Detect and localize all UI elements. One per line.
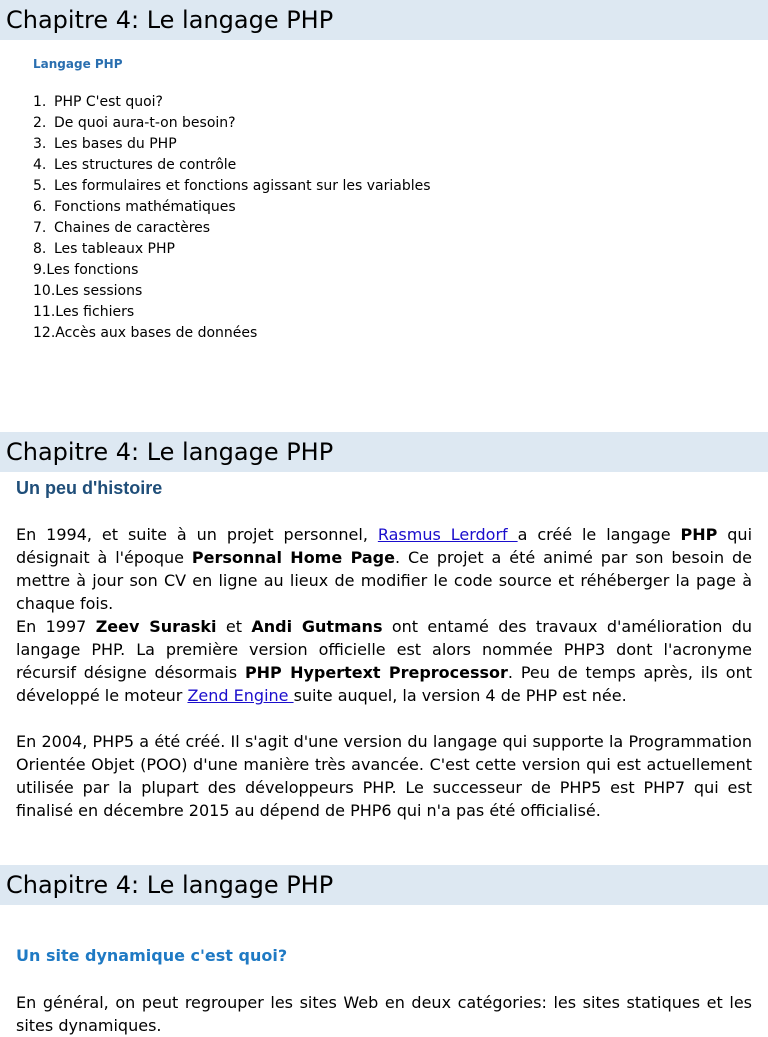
table-of-contents — [33, 92, 431, 344]
list-item: 7. Chaines de caractères — [33, 220, 211, 236]
slide-1-title: Chapitre 4: Le langage PHP — [0, 0, 768, 40]
section-heading-dynamic-site: Un site dynamique c'est quoi? — [16, 946, 288, 965]
list-item: 10.Les sessions — [33, 283, 143, 299]
list-item: 6. Fonctions mathématiques — [33, 199, 236, 215]
list-item: 3. Les bases du PHP — [33, 136, 177, 152]
list-item: 5. Les formulaires et fonctions agissant sur les variables — [33, 178, 431, 194]
history-paragraph-1: En 1994, et suite à un projet personnel, Rasmus Lerdorf a créé le langage PHP qui désignait à l'époque Personnal Home Page. Ce projet a été animé par son besoin de mettre à jour son CV en ligne au lieux de modifier le code source et réhéberger la page à chaque fois. — [16, 525, 753, 613]
history-paragraph-2: En 1997 Zeev Suraski et Andi Gutmans ont entamé des travaux d'amélioration du langage PHP. La première version officielle est alors nommée PHP3 dont l'acronyme récursif désigne désormais PHP Hypertext Preprocessor. Peu de temps après, ils ont développé le moteur Zend Engine suite auquel, la version 4 de PHP est née. — [16, 617, 752, 705]
slide-3-title: Chapitre 4: Le langage PHP — [0, 865, 768, 905]
slide-1-subtitle: Langage PHP — [33, 57, 123, 71]
list-item: 9.Les fonctions — [33, 262, 139, 278]
list-item: 2. De quoi aura-t-on besoin? — [33, 115, 236, 131]
list-item: 8. Les tableaux PHP — [33, 241, 175, 257]
section-heading-history: Un peu d'histoire — [16, 478, 163, 498]
list-item: 11.Les fichiers — [33, 304, 135, 320]
history-paragraph-3: En 2004, PHP5 a été créé. Il s'agit d'une version du langage qui supporte la Programmation Orientée Objet (POO) d'une manière très avancée. C'est cette version qui est actuellement utilisée par la plupart des développeurs PHP. Le successeur de PHP5 est PHP7 qui est finalisé en décembre 2015 au dépend de PHP6 qui n'a pas été officialisé. — [16, 732, 752, 820]
zend-engine-link[interactable]: Zend Engine — [187, 686, 294, 705]
list-item: 4. Les structures de contrôle — [33, 157, 237, 173]
rasmus-lerdorf-link[interactable]: Rasmus Lerdorf — [377, 525, 518, 544]
list-item: 12.Accès aux bases de données — [33, 325, 258, 341]
dynamic-site-paragraph: En général, on peut regrouper les sites Web en deux catégories: les sites statiques et les sites dynamiques. — [16, 993, 752, 1035]
list-item: 1. PHP C'est quoi? — [33, 94, 163, 110]
slide-2-title: Chapitre 4: Le langage PHP — [0, 432, 768, 472]
